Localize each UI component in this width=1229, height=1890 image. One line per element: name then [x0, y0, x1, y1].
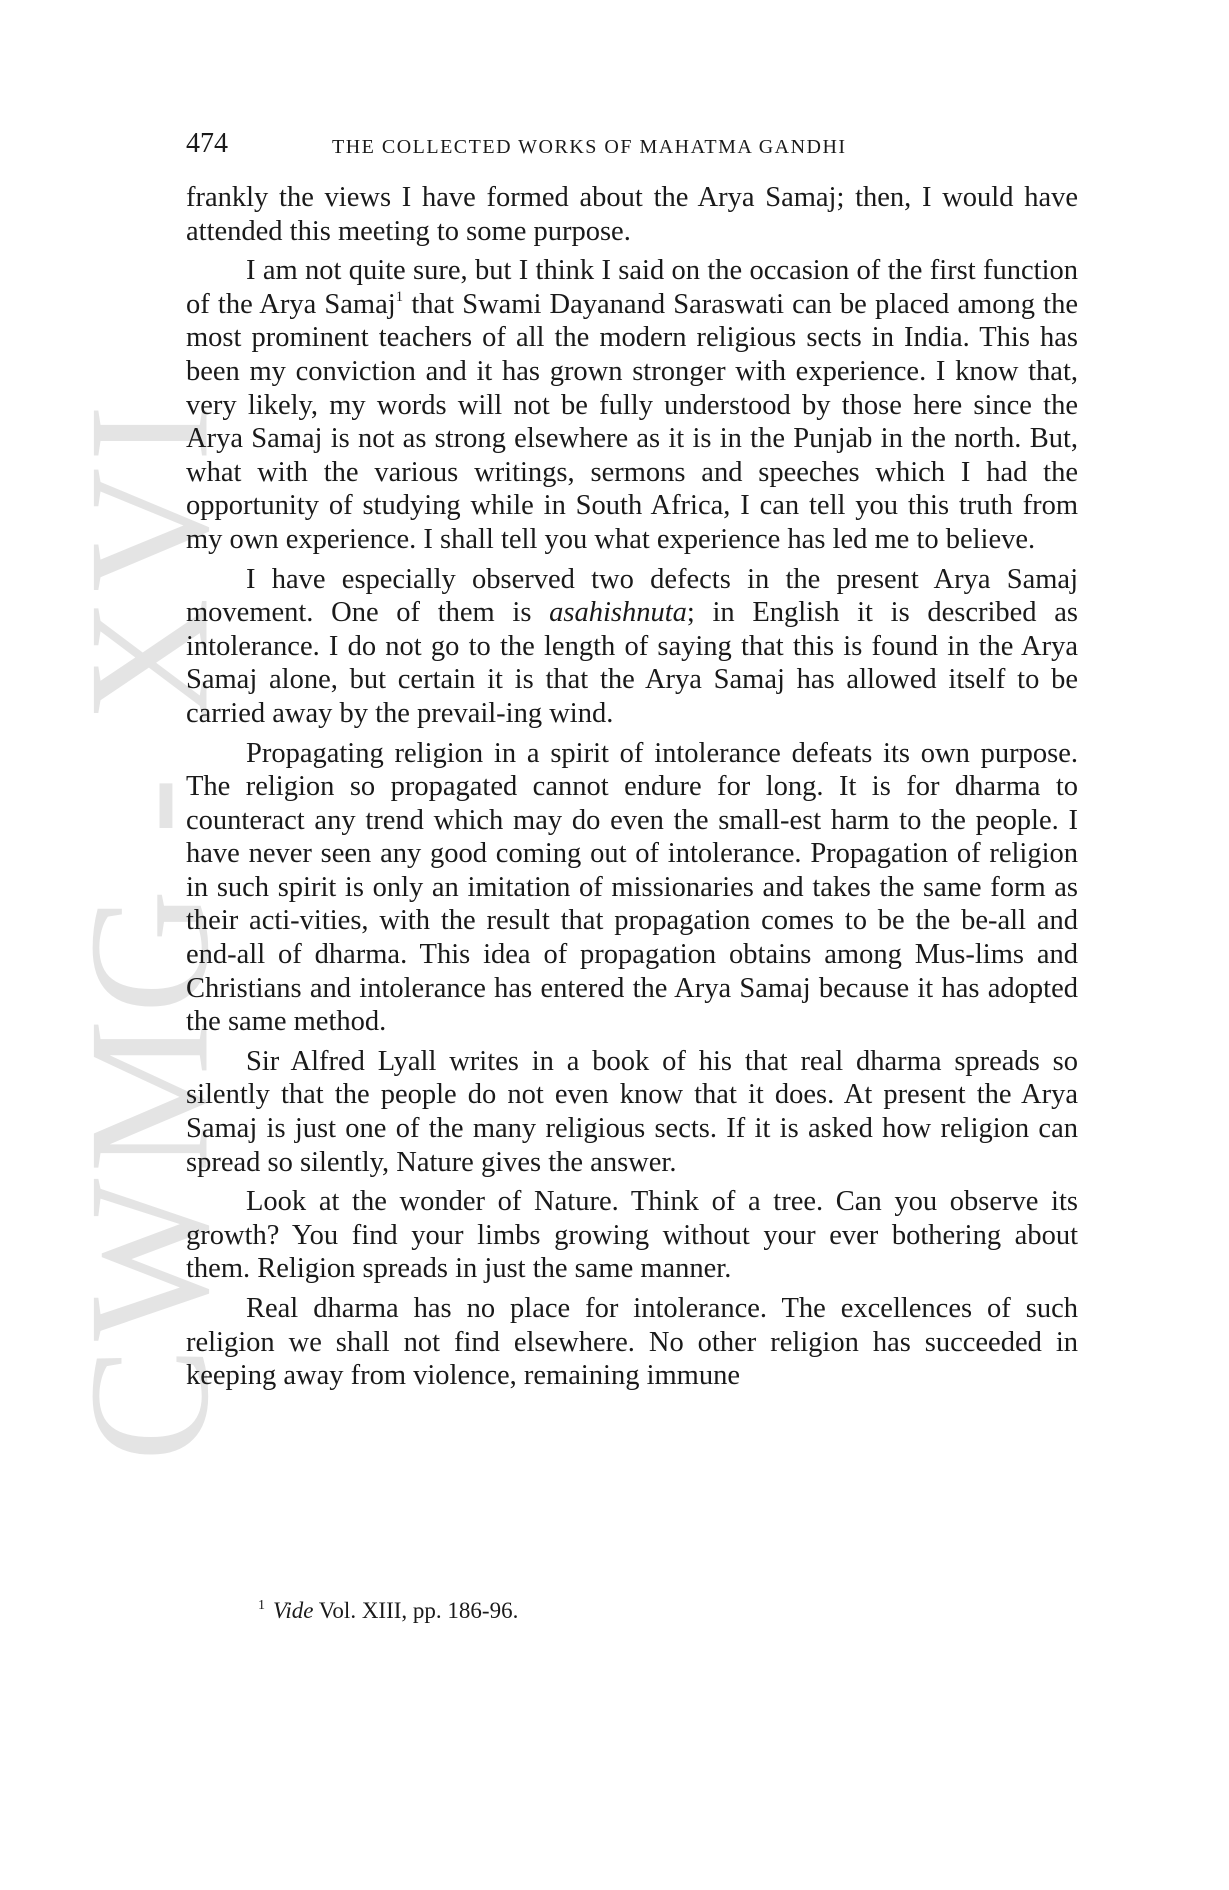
paragraph-7: Real dharma has no place for intolerance. The excellences of such religion we shall not find elsewhere. No other religion has succeeded in keeping away from violence, remaining immune — [186, 1293, 1078, 1392]
footnote-reference: 1 — [395, 288, 404, 305]
paragraph-3-part-b: ; in English it is described as intolerance. I do not go to the length of saying that this is found in the Arya Samaj alone, but certain it is that the Arya Samaj has allowed itself to be carried away by the prevail-ing wind. — [186, 597, 1078, 729]
paragraph-4: Propagating religion in a spirit of intolerance defeats its own purpose. The religion so propagated cannot endure for long. It is for dharma to counteract any trend which may do even the small-est harm to the people. I have never seen any good coming out of intolerance. Propagation of religion in such spirit is only an imitation of missionaries and takes the same form as their acti-vities, with the result that propagation comes to be the be-all and end-all of dharma. This idea of propagation obtains among Mus-lims and Christians and intolerance has entered the Arya Samaj because it has adopted the same method. — [186, 737, 1078, 1038]
body-text — [186, 181, 1078, 1399]
footnote-text: Vol. XIII, pp. 186-96. — [313, 1598, 519, 1623]
footnote — [258, 1596, 518, 1626]
watermark-text: CWMG - XVI — [54, 398, 245, 1462]
paragraph-3-term: asahishnuta — [549, 597, 687, 629]
page-header — [186, 128, 1076, 168]
paragraph-2-part-a: I am not quite sure, but I think I said on the occasion of the first function of the Arya Samaj — [186, 255, 1078, 320]
paragraph-1: frankly the views I have formed about the Arya Samaj; then, I would have attended this meeting to some purpose. — [186, 182, 1078, 247]
paragraph-2-part-b: that Swami Dayanand Saraswati can be placed among the most prominent teachers of all the modern religious sects in India. This has been my conviction and it has grown stronger with experience. I know that, very likely, my words will not be fully understood by those here since the Arya Samaj is not as strong elsewhere as it is in the Punjab in the north. But, what with the various writings, sermons and speeches which I had the opportunity of studying while in South Africa, I can tell you this truth from my own experience. I shall tell you what experience has led me to believe. — [186, 288, 1079, 555]
paragraph-5: Sir Alfred Lyall writes in a book of his that real dharma spreads so silently that the people do not even know that it does. At present the Arya Samaj is just one of the many religious sects. If it is asked how religion can spread so silently, Nature gives the answer. — [186, 1045, 1078, 1178]
footnote-marker: 1 — [258, 1598, 265, 1613]
running-title: THE COLLECTED WORKS OF MAHATMA GANDHI — [332, 136, 847, 158]
paragraph-3-part-a: I have especially observed two defects in the present Arya Samaj movement. One of them is — [186, 563, 1078, 629]
paragraph-6: Look at the wonder of Nature. Think of a tree. Can you observe its growth? You find your limbs growing without your ever bothering about them. Religion spreads in just the same manner. — [186, 1186, 1078, 1285]
page-number: 474 — [186, 128, 228, 159]
footnote-italic: Vide — [273, 1598, 314, 1623]
paragraph-3 — [186, 563, 1078, 731]
paragraph-2 — [186, 254, 1078, 556]
